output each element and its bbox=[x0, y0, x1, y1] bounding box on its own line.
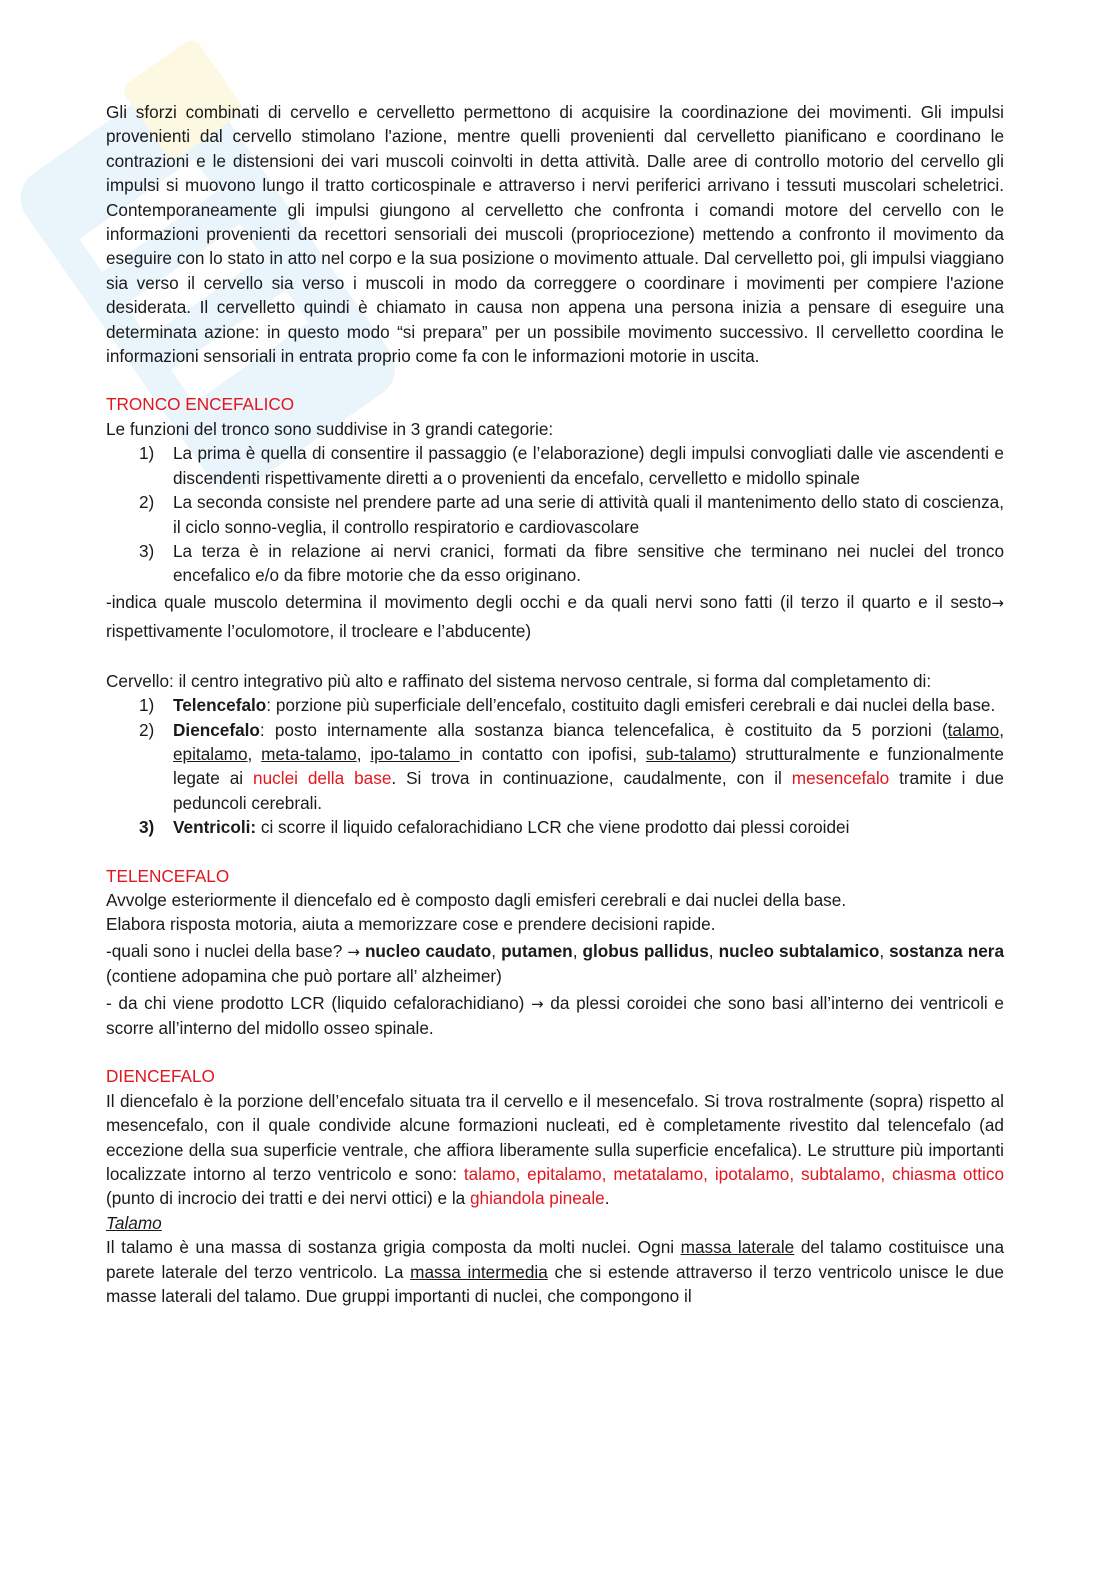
telencefalo-question-1: -quali sono i nuclei della base? → nucleo caudato, putamen, globus pallidus, nucleo subtalamico, sostanza nera (contiene adopamina che può portare all’ alzheimer) bbox=[106, 940, 1005, 987]
heading-diencefalo: DIENCEFALO bbox=[106, 1066, 215, 1087]
telencefalo-line2: Elabora risposta motoria, aiuta a memorizzare cose e prendere decisioni rapide. bbox=[106, 914, 716, 935]
intro-paragraph: Gli sforzi combinati di cervello e cervelletto permettono di acquisire la coordinazione dei movimenti. Gli impulsi provenienti dal cervello stimolano l'azione, mentre quelli provenienti dal cervelletto pianificano e coordinano le contrazioni e le distensioni dei vari muscoli coinvolti in detta attività. Dalle aree di controllo motorio del cervello gli impulsi si muovono lungo il tratto corticospinale e attraverso i nervi periferici arrivano i tessuti muscolari scheletrici. Contemporaneamente gli impulsi giungono al cervelletto che confronta i comandi motore del cervello con le informazioni provenienti da recettori sensoriali dei muscoli (propriocezione) mettendo a confronto il movimento da eseguire con lo stato in atto nel corpo e la sua posizione o movimento attuale. Dal cervelletto poi, gli impulsi viaggiano sia verso il cervello sia verso i muscoli in modo da correggere o coordinare i movimenti per compiere l'azione desiderata. Il cervelletto quindi è chiamato in causa non appena una persona inizia a pensare di eseguire una determinata azione: in questo modo “si prepara” per un possibile movimento successivo. Il cervelletto coordina le informazioni sensoriali in entrata proprio come fa con le informazioni motorie in uscita. bbox=[106, 102, 1004, 367]
list-item: 3) La terza è in relazione ai nervi cranici, formati da fibre sensitive che terminano nei nuclei del tronco encefalico e/o da fibre motorie che da esso originano. bbox=[139, 540, 1004, 586]
cervello-list bbox=[106, 693, 1004, 839]
list-item: 2) La seconda consiste nel prendere parte ad una serie di attività quali il mantenimento dello stato di coscienza, il ciclo sonno-veglia, il controllo respiratorio e cardiovascolare bbox=[139, 492, 1004, 537]
arrow-icon: → bbox=[991, 593, 1004, 612]
tronco-intro: Le funzioni del tronco sono suddivise in 3 grandi categorie: bbox=[106, 418, 554, 439]
list-item: 2) Diencefalo: posto internamente alla sostanza bianca telencefalica, è costituito da 5 porzioni (talamo, epitalamo, meta-talamo, ipo-talamo in contatto con ipofisi, sub-talamo) strutturalmente e funzionalmente legate ai nuclei della base. Si trova in continuazione, caudalmente, con il mesencefalo tramite i due peduncoli cerebrali. bbox=[139, 719, 1004, 813]
talamo-paragraph: Il talamo è una massa di sostanza grigia composta da molti nuclei. Ogni massa laterale del talamo costituisce una parete laterale del terzo ventricolo. La massa intermedia che si estende attraverso il terzo ventricolo unisce le due masse laterali del talamo. Due gruppi importanti di nuclei, che compongono il bbox=[106, 1237, 1004, 1307]
tronco-list bbox=[106, 441, 1004, 587]
list-item: 3) Ventricoli: ci scorre il liquido cefalorachidiano LCR che viene prodotto dai plessi coroidei bbox=[139, 817, 850, 838]
diencefalo-paragraph: Il diencefalo è la porzione dell’encefalo situata tra il cervello e il mesencefalo. Si trova rostralmente (sopra) rispetto al mesencefalo, con il quale condivide alcune formazioni nucleati, ed è completamente rivestito dal telencefalo (ad eccezione della sua superficie ventrale, che affiora liberamente sulla superficie encefalica). Le strutture più importanti localizzate intorno al terzo ventricolo e sono: talamo, epitalamo, metatalamo, ipotalamo, subtalamo, chiasma ottico (punto di incrocio dei tratti e dei nervi ottici) e la ghiandola pineale. bbox=[106, 1090, 1005, 1209]
cervello-intro: Cervello: il centro integrativo più alto e raffinato del sistema nervoso centrale, si forma dal completamento di: bbox=[106, 670, 932, 691]
heading-tronco-encefalico: TRONCO ENCEFALICO bbox=[106, 394, 295, 415]
document-page bbox=[106, 100, 1004, 1308]
heading-telencefalo: TELENCEFALO bbox=[106, 865, 230, 886]
arrow-icon: → bbox=[531, 994, 544, 1013]
list-item: 1) La prima è quella di consentire il passaggio (e l’elaborazione) degli impulsi convogliati dalle vie ascendenti e discendenti rispettivamente diretti a o provenienti da encefalo, cervelletto e midollo spinale bbox=[139, 443, 1004, 488]
arrow-icon: → bbox=[347, 942, 360, 961]
telencefalo-line1: Avvolge esteriormente il diencefalo ed è composto dagli emisferi cerebrali e dai nuclei della base. bbox=[106, 889, 847, 910]
telencefalo-question-2: - da chi viene prodotto LCR (liquido cefalorachidiano) → da plessi coroidei che sono basi all’interno dei ventricoli e scorre all’interno del midollo osseo spinale. bbox=[106, 992, 1004, 1038]
tronco-note: -indica quale muscolo determina il movimento degli occhi e da quali nervi sono fatti (il terzo il quarto e il sesto→ rispettivamente l’oculomotore, il trocleare e l’abducente) bbox=[106, 591, 1004, 641]
subheading-talamo: Talamo bbox=[106, 1212, 162, 1233]
list-item: 1) Telencefalo: porzione più superficiale dell’encefalo, costituito dagli emisferi cerebrali e dai nuclei della base. bbox=[139, 695, 996, 716]
